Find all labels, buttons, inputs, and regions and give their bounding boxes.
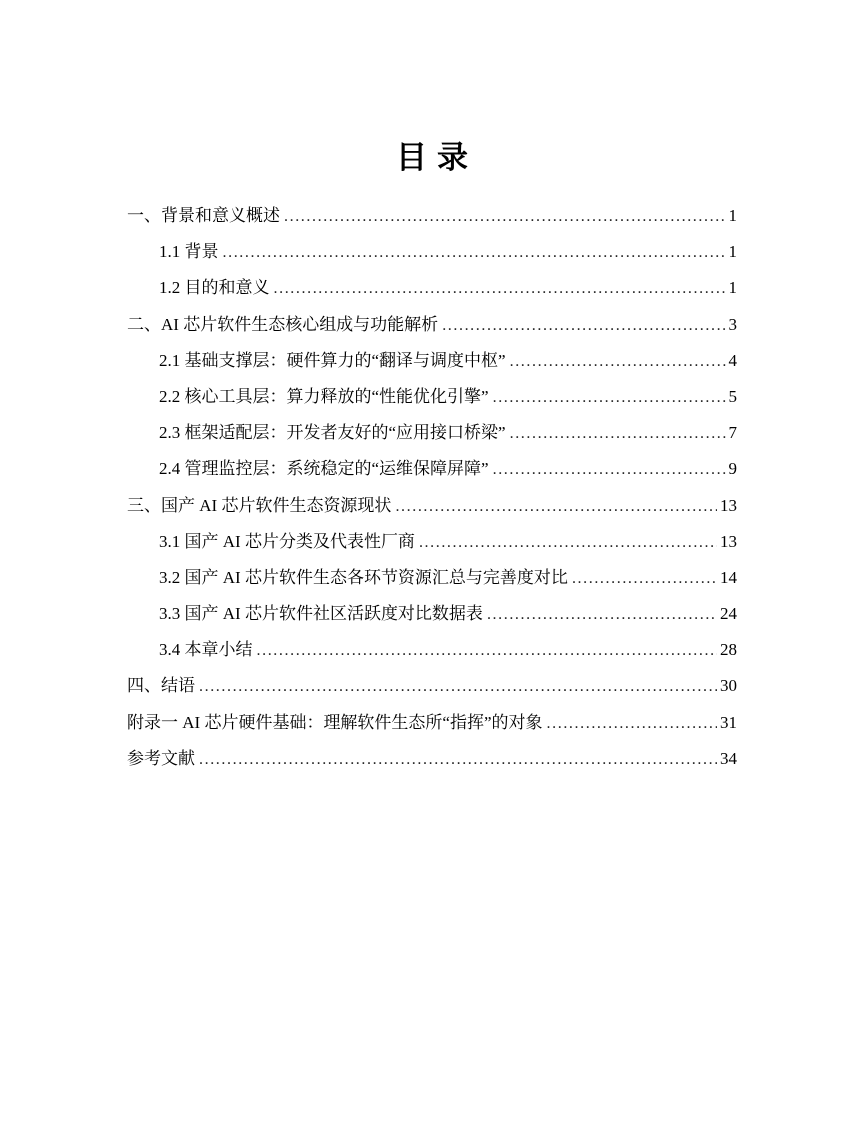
dot-leader xyxy=(547,713,717,734)
dot-leader xyxy=(199,676,717,697)
toc-entry[interactable] xyxy=(127,604,737,640)
toc-entry-page: 31 xyxy=(720,712,737,732)
toc-entry[interactable] xyxy=(127,532,737,568)
toc-entry-label: 四、结语 xyxy=(127,676,195,696)
dot-leader xyxy=(572,568,717,589)
toc-entry-page: 1 xyxy=(728,242,737,262)
toc-entry[interactable] xyxy=(127,423,737,459)
toc-entry-label: 三、国产 AI 芯片软件生态资源现状 xyxy=(127,495,392,515)
toc-entry[interactable] xyxy=(127,315,737,351)
dot-leader xyxy=(199,749,717,770)
toc-entry-page: 24 xyxy=(720,604,737,624)
dot-leader xyxy=(510,423,726,444)
toc-entry-label: 3.2 国产 AI 芯片软件生态各环节资源汇总与完善度对比 xyxy=(159,567,568,587)
toc-entry-label: 一、背景和意义概述 xyxy=(127,206,280,225)
toc-entry-label: 3.3 国产 AI 芯片软件社区活跃度对比数据表 xyxy=(159,604,483,624)
toc-entry[interactable] xyxy=(127,278,737,314)
toc-entry-label: 二、AI 芯片软件生态核心组成与功能解析 xyxy=(127,314,439,334)
toc-entry-page: 13 xyxy=(720,531,737,551)
toc-entry[interactable] xyxy=(127,351,737,387)
dot-leader xyxy=(274,278,726,299)
toc-entry-label: 3.1 国产 AI 芯片分类及代表性厂商 xyxy=(159,531,415,551)
dot-leader xyxy=(493,459,726,480)
toc-entry[interactable] xyxy=(127,676,737,712)
dot-leader xyxy=(419,532,717,553)
toc-entry-page: 3 xyxy=(728,314,737,334)
toc-entry[interactable] xyxy=(127,568,737,604)
toc-entry-label: 3.4 本章小结 xyxy=(159,640,253,660)
dot-leader xyxy=(442,315,725,336)
dot-leader xyxy=(487,604,717,625)
toc-entry-page: 30 xyxy=(720,676,737,696)
toc-entry-page: 34 xyxy=(720,748,737,768)
page-title: 目录 xyxy=(396,140,478,175)
dot-leader xyxy=(223,242,726,263)
toc-entry-label: 1.1 背景 xyxy=(159,242,219,262)
toc-entry[interactable] xyxy=(127,206,737,242)
toc-entry[interactable] xyxy=(127,713,737,749)
toc-entry[interactable] xyxy=(127,749,737,785)
toc-entry-label: 2.2 核心工具层：算力释放的“性能优化引擎” xyxy=(159,386,489,406)
toc-entry-page: 7 xyxy=(728,423,737,443)
toc-entry-page: 1 xyxy=(728,206,737,225)
toc-entry-page: 13 xyxy=(720,495,737,515)
toc-entry-label: 2.4 管理监控层：系统稳定的“运维保障屏障” xyxy=(159,459,489,479)
dot-leader xyxy=(510,351,726,372)
dot-leader xyxy=(257,640,718,661)
toc-entry-page: 28 xyxy=(720,640,737,660)
toc-entry-label: 1.2 目的和意义 xyxy=(159,278,270,298)
toc-entry[interactable] xyxy=(127,242,737,278)
dot-leader xyxy=(493,387,726,408)
toc-entry[interactable] xyxy=(127,387,737,423)
toc-entry-label: 参考文献 xyxy=(127,748,195,768)
toc-entry[interactable] xyxy=(127,496,737,532)
toc-entry[interactable] xyxy=(127,459,737,495)
toc-entry-label: 2.3 框架适配层：开发者友好的“应用接口桥梁” xyxy=(159,423,506,443)
toc-entry-page: 14 xyxy=(720,567,737,587)
toc-entry-label: 2.1 基础支撑层：硬件算力的“翻译与调度中枢” xyxy=(159,350,506,370)
toc-entry-page: 5 xyxy=(728,386,737,406)
toc-list xyxy=(127,206,737,785)
toc-entry-label: 附录一 AI 芯片硬件基础：理解软件生态所“指挥”的对象 xyxy=(127,712,543,732)
toc-entry-page: 9 xyxy=(728,459,737,479)
toc-entry[interactable] xyxy=(127,640,737,676)
dot-leader xyxy=(284,206,726,227)
toc-entry-page: 4 xyxy=(728,350,737,370)
dot-leader xyxy=(395,496,717,517)
toc-entry-page: 1 xyxy=(728,278,737,298)
